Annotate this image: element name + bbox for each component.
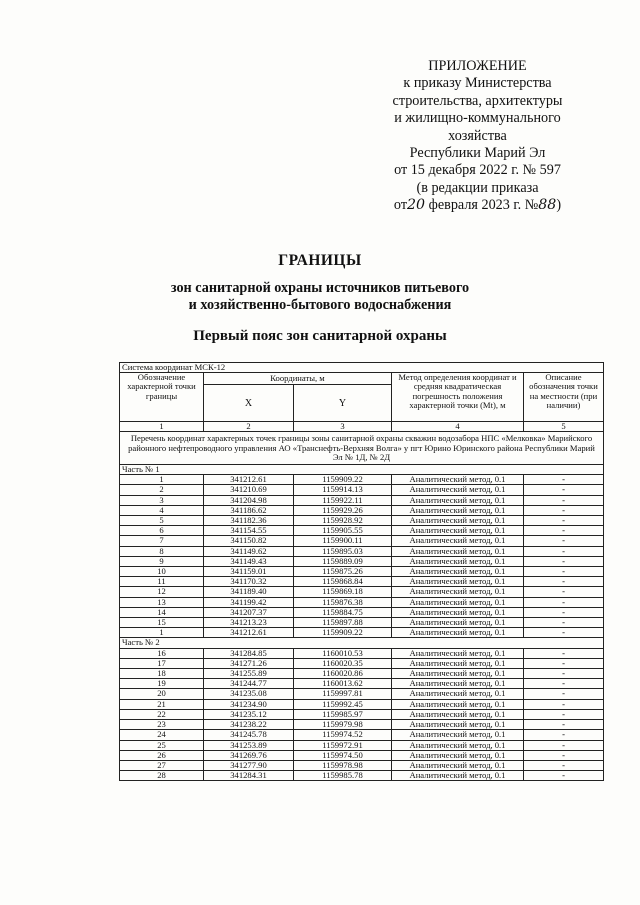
point-description: -: [524, 526, 604, 536]
header-description: Описание обозначения точки на местности (при наличии): [524, 373, 604, 422]
method: Аналитический метод, 0.1: [392, 689, 524, 699]
coord-x: 341245.78: [204, 730, 294, 740]
coord-y: 1159922.11: [294, 495, 392, 505]
coord-x: 341186.62: [204, 505, 294, 515]
coord-x: 341269.76: [204, 750, 294, 760]
coord-y: 1159876.38: [294, 597, 392, 607]
subtitle-line-2: и хозяйственно-бытового водоснабжения: [188, 297, 452, 313]
description-row: [120, 432, 604, 465]
point-description: -: [524, 699, 604, 709]
coord-y: 1159978.98: [294, 760, 392, 770]
appendix-line: и жилищно-коммунального: [394, 110, 561, 127]
coord-x: 341159.01: [204, 567, 294, 577]
table-row: [120, 750, 604, 760]
header-y: Y: [294, 385, 392, 422]
table-row: [120, 505, 604, 515]
coord-x: 341204.98: [204, 495, 294, 505]
coord-y: 1159997.81: [294, 689, 392, 699]
table-row: [120, 720, 604, 730]
method: Аналитический метод, 0.1: [392, 760, 524, 770]
method: Аналитический метод, 0.1: [392, 740, 524, 750]
table-row: [120, 628, 604, 638]
method: Аналитический метод, 0.1: [392, 587, 524, 597]
coord-y: 1160020.35: [294, 658, 392, 668]
appendix-amendment-line: [370, 197, 585, 214]
coord-y: 1159979.98: [294, 720, 392, 730]
table-row: [120, 689, 604, 699]
coord-x: 341234.90: [204, 699, 294, 709]
appendix-line: хозяйства: [448, 127, 507, 144]
method: Аналитический метод, 0.1: [392, 556, 524, 566]
table-row: [120, 495, 604, 505]
point-number: 10: [120, 567, 204, 577]
coord-x: 341212.61: [204, 628, 294, 638]
document-title: ГРАНИЦЫ: [278, 252, 362, 269]
point-description: -: [524, 577, 604, 587]
amendment-suffix: ): [556, 197, 562, 214]
table-row: [120, 771, 604, 781]
coord-x: 341238.22: [204, 720, 294, 730]
coord-y: 1159985.78: [294, 771, 392, 781]
method: Аналитический метод, 0.1: [392, 709, 524, 719]
point-number: 8: [120, 546, 204, 556]
method: Аналитический метод, 0.1: [392, 597, 524, 607]
coord-y: 1159869.18: [294, 587, 392, 597]
point-number: 17: [120, 658, 204, 668]
method: Аналитический метод, 0.1: [392, 679, 524, 689]
method: Аналитический метод, 0.1: [392, 495, 524, 505]
coordinate-system-cell: Система координат МСК-12: [120, 363, 604, 373]
point-description: -: [524, 546, 604, 556]
part-label: Часть № 1: [120, 465, 604, 475]
part-row: [120, 465, 604, 475]
point-number: 13: [120, 597, 204, 607]
appendix-block: [370, 58, 585, 215]
coord-x: 341149.62: [204, 546, 294, 556]
table-row: [120, 536, 604, 546]
method: Аналитический метод, 0.1: [392, 567, 524, 577]
column-number: 2: [204, 422, 294, 432]
method: Аналитический метод, 0.1: [392, 536, 524, 546]
point-description: -: [524, 485, 604, 495]
coord-x: 341207.37: [204, 607, 294, 617]
column-number: 5: [524, 422, 604, 432]
point-description: -: [524, 679, 604, 689]
coord-y: 1159875.26: [294, 567, 392, 577]
coord-y: 1159929.26: [294, 505, 392, 515]
method: Аналитический метод, 0.1: [392, 730, 524, 740]
amendment-day-handwritten: 20: [407, 197, 426, 214]
point-description: -: [524, 740, 604, 750]
method: Аналитический метод, 0.1: [392, 750, 524, 760]
point-number: 18: [120, 669, 204, 679]
table-row: [120, 679, 604, 689]
appendix-line: от 15 декабря 2022 г. № 597: [394, 162, 561, 179]
table-row: [120, 709, 604, 719]
point-description: -: [524, 730, 604, 740]
amendment-number-handwritten: 88: [538, 197, 557, 214]
table-row: [120, 648, 604, 658]
point-description: -: [524, 648, 604, 658]
coord-y: 1159928.92: [294, 516, 392, 526]
coord-y: 1159868.84: [294, 577, 392, 587]
table-row: [120, 699, 604, 709]
point-description: -: [524, 597, 604, 607]
appendix-line: (в редакции приказа: [416, 179, 539, 196]
point-description: -: [524, 607, 604, 617]
point-description: -: [524, 689, 604, 699]
point-description: -: [524, 720, 604, 730]
point-number: 5: [120, 516, 204, 526]
coord-y: 1159905.55: [294, 526, 392, 536]
point-description: -: [524, 556, 604, 566]
point-description: -: [524, 505, 604, 515]
point-description: -: [524, 587, 604, 597]
point-description: -: [524, 771, 604, 781]
point-number: 28: [120, 771, 204, 781]
point-number: 21: [120, 699, 204, 709]
point-number: 27: [120, 760, 204, 770]
point-number: 11: [120, 577, 204, 587]
method: Аналитический метод, 0.1: [392, 475, 524, 485]
coord-x: 341235.08: [204, 689, 294, 699]
description-cell: Перечень координат характерных точек границы зоны санитарной охраны скважин водозабора НПС «Мелковка» Марийского районного нефтепроводного управления АО «Транснефть-Верхняя Волга» у пгт Юрино Юринского района Республики Марий Эл № 1Д, № 2Д: [120, 432, 604, 465]
coord-y: 1159884.75: [294, 607, 392, 617]
table-row: [120, 546, 604, 556]
section-title: Первый пояс зон санитарной охраны: [193, 328, 447, 344]
coordinates-table: [119, 362, 604, 781]
point-description: -: [524, 628, 604, 638]
coord-y: 1159909.22: [294, 475, 392, 485]
coord-x: 341149.43: [204, 556, 294, 566]
coord-x: 341150.82: [204, 536, 294, 546]
table-row: [120, 618, 604, 628]
point-number: 2: [120, 485, 204, 495]
table-row: [120, 587, 604, 597]
point-number: 23: [120, 720, 204, 730]
coord-y: 1160013.62: [294, 679, 392, 689]
coord-x: 341199.42: [204, 597, 294, 607]
method: Аналитический метод, 0.1: [392, 485, 524, 495]
column-number: 4: [392, 422, 524, 432]
point-description: -: [524, 536, 604, 546]
method: Аналитический метод, 0.1: [392, 546, 524, 556]
coord-x: 341213.23: [204, 618, 294, 628]
table-row: [120, 740, 604, 750]
table-row: [120, 516, 604, 526]
coord-y: 1159909.22: [294, 628, 392, 638]
method: Аналитический метод, 0.1: [392, 699, 524, 709]
point-description: -: [524, 475, 604, 485]
point-description: -: [524, 750, 604, 760]
column-number: 1: [120, 422, 204, 432]
appendix-line: к приказу Министерства: [403, 75, 552, 92]
coord-x: 341170.32: [204, 577, 294, 587]
point-number: 19: [120, 679, 204, 689]
method: Аналитический метод, 0.1: [392, 648, 524, 658]
table-row: [120, 597, 604, 607]
coord-x: 341271.26: [204, 658, 294, 668]
table-row: [120, 760, 604, 770]
document-subtitle: [0, 280, 640, 314]
coord-y: 1159992.45: [294, 699, 392, 709]
coord-y: 1160010.53: [294, 648, 392, 658]
point-number: 6: [120, 526, 204, 536]
table-row: [120, 730, 604, 740]
coord-x: 341235.12: [204, 709, 294, 719]
table-row: [120, 658, 604, 668]
table-row: [120, 526, 604, 536]
point-number: 12: [120, 587, 204, 597]
point-number: 4: [120, 505, 204, 515]
table-row: [120, 556, 604, 566]
method: Аналитический метод, 0.1: [392, 669, 524, 679]
method: Аналитический метод, 0.1: [392, 628, 524, 638]
method: Аналитический метод, 0.1: [392, 526, 524, 536]
point-description: -: [524, 760, 604, 770]
table-row: [120, 485, 604, 495]
table-row: [120, 669, 604, 679]
method: Аналитический метод, 0.1: [392, 607, 524, 617]
coord-y: 1159985.97: [294, 709, 392, 719]
point-description: -: [524, 658, 604, 668]
point-number: 9: [120, 556, 204, 566]
coord-y: 1159897.88: [294, 618, 392, 628]
column-number-row: [120, 422, 604, 432]
point-number: 7: [120, 536, 204, 546]
coord-x: 341189.40: [204, 587, 294, 597]
table-row: [120, 607, 604, 617]
coord-x: 341284.31: [204, 771, 294, 781]
point-number: 16: [120, 648, 204, 658]
method: Аналитический метод, 0.1: [392, 516, 524, 526]
coord-x: 341255.89: [204, 669, 294, 679]
point-number: 1: [120, 475, 204, 485]
point-number: 14: [120, 607, 204, 617]
coord-x: 341182.36: [204, 516, 294, 526]
coord-y: 1159974.50: [294, 750, 392, 760]
part-row: [120, 638, 604, 648]
point-description: -: [524, 495, 604, 505]
appendix-line: ПРИЛОЖЕНИЕ: [428, 58, 527, 74]
appendix-line: строительства, архитектуры: [392, 92, 563, 109]
coord-x: 341244.77: [204, 679, 294, 689]
method: Аналитический метод, 0.1: [392, 658, 524, 668]
header-point: Обозначение характерной точки границы: [120, 373, 204, 422]
table-row: [120, 567, 604, 577]
point-number: 3: [120, 495, 204, 505]
header-row-1: [120, 373, 604, 385]
method: Аналитический метод, 0.1: [392, 618, 524, 628]
amendment-middle: февраля 2023 г. №: [425, 197, 539, 214]
coord-x: 341284.85: [204, 648, 294, 658]
point-number: 25: [120, 740, 204, 750]
method: Аналитический метод, 0.1: [392, 771, 524, 781]
table-row: [120, 577, 604, 587]
point-number: 20: [120, 689, 204, 699]
coord-x: 341154.55: [204, 526, 294, 536]
coordinate-system-row: [120, 363, 604, 373]
method: Аналитический метод, 0.1: [392, 720, 524, 730]
appendix-line: Республики Марий Эл: [409, 145, 546, 162]
point-description: -: [524, 516, 604, 526]
coord-x: 341253.89: [204, 740, 294, 750]
point-number: 1: [120, 628, 204, 638]
point-number: 15: [120, 618, 204, 628]
point-number: 26: [120, 750, 204, 760]
coord-y: 1159974.52: [294, 730, 392, 740]
part-label: Часть № 2: [120, 638, 604, 648]
coord-y: 1159972.91: [294, 740, 392, 750]
point-number: 22: [120, 709, 204, 719]
column-number: 3: [294, 422, 392, 432]
amendment-prefix: от: [393, 197, 408, 214]
method: Аналитический метод, 0.1: [392, 505, 524, 515]
coord-y: 1159900.11: [294, 536, 392, 546]
coord-y: 1159895.03: [294, 546, 392, 556]
point-description: -: [524, 709, 604, 719]
point-description: -: [524, 567, 604, 577]
coord-x: 341277.90: [204, 760, 294, 770]
header-x: X: [204, 385, 294, 422]
coord-y: 1160020.86: [294, 669, 392, 679]
method: Аналитический метод, 0.1: [392, 577, 524, 587]
point-number: 24: [120, 730, 204, 740]
subtitle-line-1: зон санитарной охраны источников питьевого: [170, 280, 470, 296]
header-method: Метод определения координат и средняя квадратическая погрешность положения характерной точки (Mt), м: [392, 373, 524, 422]
coord-y: 1159889.09: [294, 556, 392, 566]
coord-x: 341210.69: [204, 485, 294, 495]
header-coordinates: Координаты, м: [204, 373, 392, 385]
point-description: -: [524, 618, 604, 628]
coord-x: 341212.61: [204, 475, 294, 485]
table-row: [120, 475, 604, 485]
coord-y: 1159914.13: [294, 485, 392, 495]
point-description: -: [524, 669, 604, 679]
